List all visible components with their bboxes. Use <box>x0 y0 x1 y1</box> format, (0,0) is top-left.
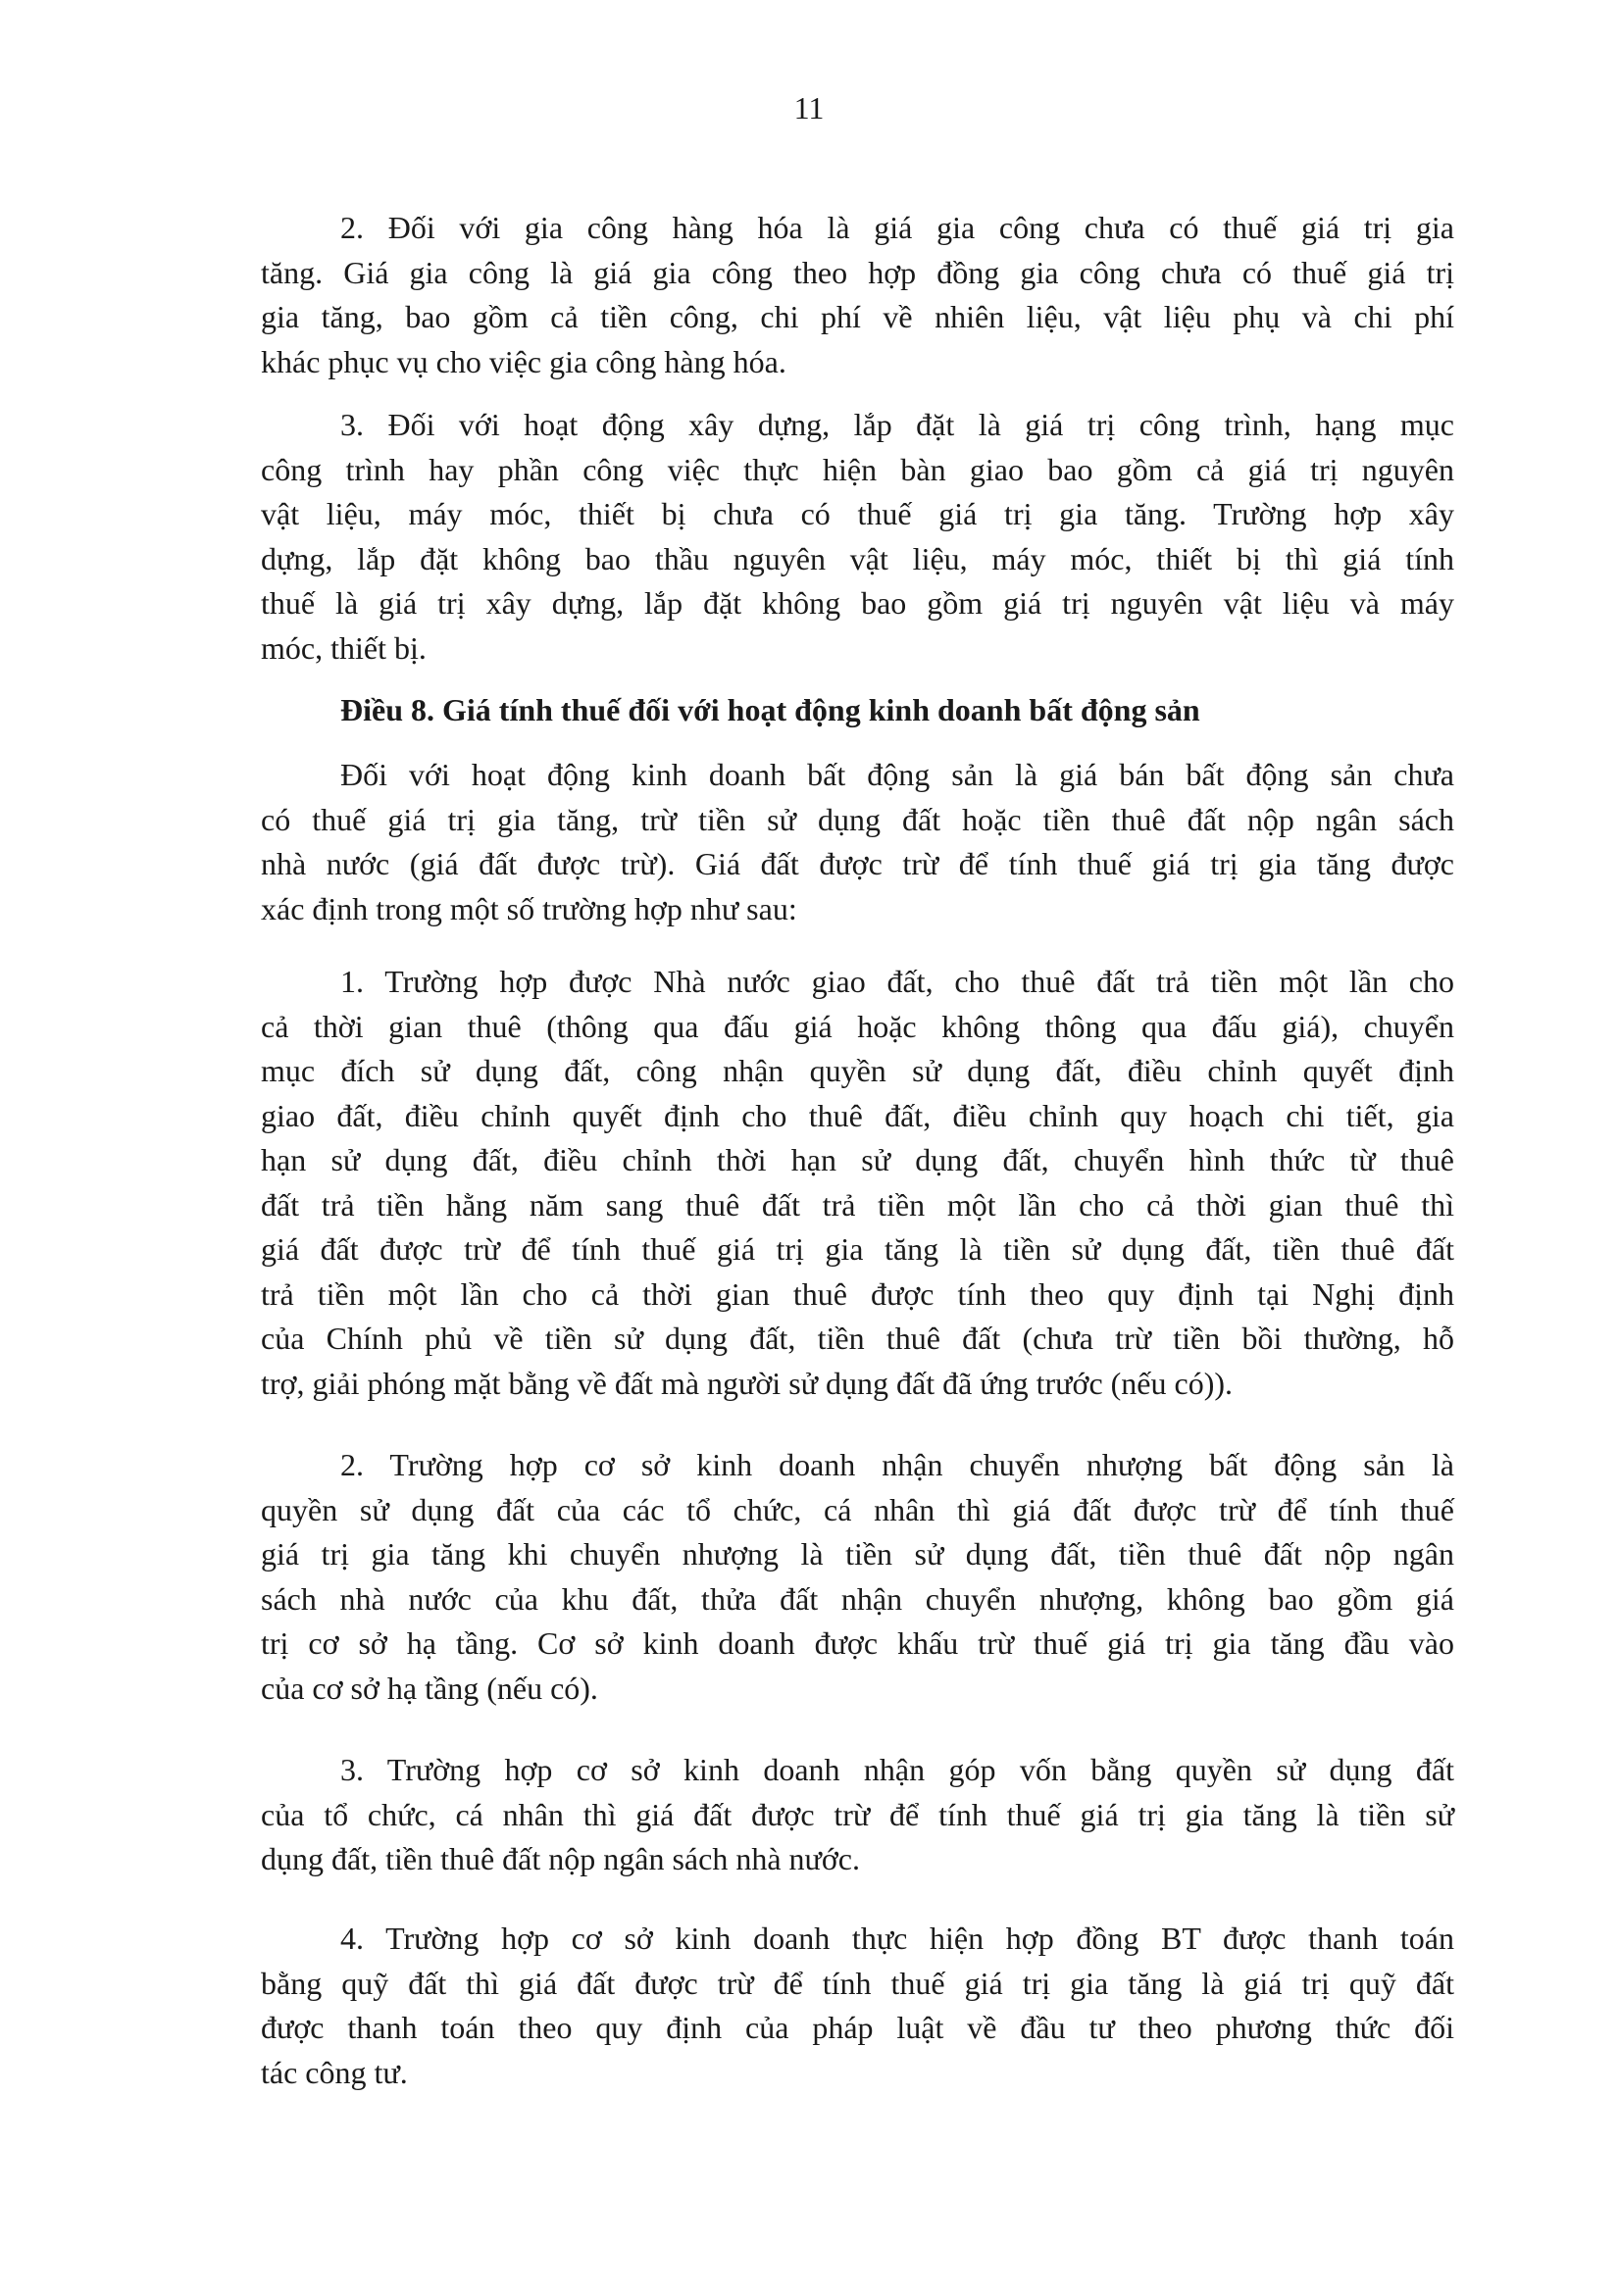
text-line: 1. Trường hợp được Nhà nước giao đất, cho thuê đất trả tiền một lần cho <box>340 964 1454 999</box>
text-line: quyền sử dụng đất của các tổ chức, cá nhân thì giá đất được trừ để tính thuế <box>261 1491 1454 1527</box>
text-line: mục đích sử dụng đất, công nhận quyền sử dụng đất, điều chỉnh quyết định <box>261 1053 1454 1088</box>
text-line: vật liệu, máy móc, thiết bị chưa có thuế giá trị gia tăng. Trường hợp xây <box>261 496 1454 531</box>
text-line: 3. Trường hợp cơ sở kinh doanh nhận góp vốn bằng quyền sử dụng đất <box>340 1752 1454 1787</box>
text-line: đất trả tiền hằng năm sang thuê đất trả tiền một lần cho cả thời gian thuê thì <box>261 1186 1454 1223</box>
page-number: 11 <box>793 90 825 125</box>
text-line: Đối với hoạt động kinh doanh bất động sản là giá bán bất động sản chưa <box>340 757 1454 792</box>
text-line: của cơ sở hạ tầng (nếu có). <box>261 1670 598 1706</box>
text-line: bằng quỹ đất thì giá đất được trừ để tính thuế giá trị gia tăng là giá trị quỹ đất <box>261 1965 1454 2001</box>
text-line: dựng, lắp đặt không bao thầu nguyên vật liệu, máy móc, thiết bị thì giá tính <box>261 540 1454 576</box>
text-line: 4. Trường hợp cơ sở kinh doanh thực hiện hợp đồng BT được thanh toán <box>340 1921 1454 1956</box>
text-line: có thuế giá trị gia tăng, trừ tiền sử dụng đất hoặc tiền thuê đất nộp ngân sách <box>261 801 1454 837</box>
text-line: 3. Đối với hoạt động xây dựng, lắp đặt là giá trị công trình, hạng mục <box>340 407 1454 442</box>
text-line: sách nhà nước của khu đất, thửa đất nhận chuyển nhượng, không bao gồm giá <box>261 1580 1454 1617</box>
text-line: giá trị gia tăng khi chuyển nhượng là tiền sử dụng đất, tiền thuê đất nộp ngân <box>261 1536 1454 1572</box>
text-line: hạn sử dụng đất, điều chỉnh thời hạn sử dụng đất, chuyển hình thức từ thuê <box>261 1142 1454 1177</box>
text-line: công trình hay phần công việc thực hiện bàn giao bao gồm cả giá trị nguyên <box>261 451 1454 487</box>
text-line: dụng đất, tiền thuê đất nộp ngân sách nhà nước. <box>261 1841 860 1876</box>
p-item-3 <box>261 1748 1454 1882</box>
text-line: khác phục vụ cho việc gia công hàng hóa. <box>261 343 786 379</box>
text-line: tăng. Giá gia công là giá gia công theo hợp đồng gia công chưa có thuế giá trị <box>261 254 1454 290</box>
text-line: gia tăng, bao gồm cả tiền công, chi phí về nhiên liệu, vật liệu phụ và chi phí <box>261 299 1454 334</box>
text-line: 2. Đối với gia công hàng hóa là giá gia công chưa có thuế giá trị gia <box>340 210 1454 245</box>
text-line: thuế là giá trị xây dựng, lắp đặt không bao gồm giá trị nguyên vật liệu và máy <box>261 585 1454 621</box>
heading-dieu-8 <box>261 688 1454 733</box>
text-line: nhà nước (giá đất được trừ). Giá đất được trừ để tính thuế giá trị gia tăng được <box>261 846 1454 881</box>
text-line: của Chính phủ về tiền sử dụng đất, tiền thuê đất (chưa trừ tiền bồi thường, hỗ <box>261 1321 1454 1356</box>
text-line: móc, thiết bị. <box>261 629 427 666</box>
p-2-gia-cong <box>261 206 1454 384</box>
text-line: trợ, giải phóng mặt bằng về đất mà người sử dụng đất đã ứng trước (nếu có)). <box>261 1365 1234 1401</box>
text-line: giao đất, điều chỉnh quyết định cho thuê đất, điều chỉnh quy hoạch chi tiết, gia <box>261 1097 1454 1133</box>
p-item-1 <box>261 960 1454 1406</box>
p-intro <box>261 753 1454 931</box>
text-line: 2. Trường hợp cơ sở kinh doanh nhận chuyển nhượng bất động sản là <box>340 1447 1454 1482</box>
p-item-4 <box>261 1917 1454 2095</box>
text-line: Điều 8. Giá tính thuế đối với hoạt động kinh doanh bất động sản <box>340 692 1200 727</box>
text-line: được thanh toán theo quy định của pháp luật về đầu tư theo phương thức đối <box>261 2010 1454 2045</box>
text-line: tác công tư. <box>261 2054 408 2090</box>
p-item-2 <box>261 1443 1454 1711</box>
text-line: xác định trong một số trường hợp như sau: <box>261 890 797 926</box>
text-line: của tổ chức, cá nhân thì giá đất được trừ để tính thuế giá trị gia tăng là tiền sử <box>261 1796 1454 1832</box>
p-3-xay-dung <box>261 403 1454 671</box>
text-line: trả tiền một lần cho cả thời gian thuê được tính theo quy định tại Nghị định <box>261 1275 1454 1312</box>
text-line: giá đất được trừ để tính thuế giá trị gia tăng là tiền sử dụng đất, tiền thuê đất <box>261 1231 1454 1267</box>
text-line: cả thời gian thuê (thông qua đấu giá hoặc không thông qua đấu giá), chuyển <box>261 1008 1454 1044</box>
text-line: trị cơ sở hạ tầng. Cơ sở kinh doanh được khấu trừ thuế giá trị gia tăng đầu vào <box>261 1625 1454 1661</box>
